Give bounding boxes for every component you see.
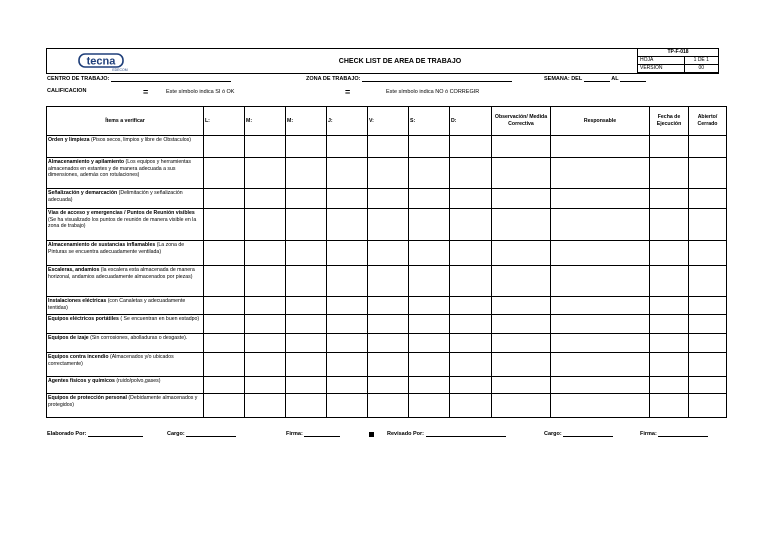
check-cell[interactable]	[245, 241, 286, 266]
check-cell[interactable]	[368, 297, 409, 315]
check-cell[interactable]	[551, 266, 650, 297]
row-item	[47, 334, 204, 353]
table-row	[47, 394, 727, 418]
version-value: 00	[684, 65, 718, 73]
check-cell[interactable]	[689, 394, 727, 418]
logo-tagline: EDECOM	[112, 68, 128, 72]
cargo1-label: Cargo:	[167, 431, 185, 437]
check-cell[interactable]	[368, 189, 409, 209]
check-cell[interactable]	[286, 315, 327, 334]
check-cell[interactable]	[650, 315, 689, 334]
row-item-title: Equipos de izaje	[48, 335, 89, 341]
check-cell[interactable]	[286, 394, 327, 418]
check-cell[interactable]	[450, 315, 492, 334]
check-cell[interactable]	[409, 297, 450, 315]
check-cell[interactable]	[204, 315, 245, 334]
firma1-label: Firma:	[286, 431, 303, 437]
table-row	[47, 266, 727, 297]
row-item-desc: (La zona de Pinturas se encuentra adecuadamente ventilada)	[48, 242, 185, 255]
semana-to-field[interactable]	[620, 81, 646, 82]
row-item-title: Agentes físicos y químicos	[48, 378, 115, 384]
check-cell[interactable]	[245, 136, 286, 158]
revisado-field[interactable]	[426, 436, 506, 437]
row-item	[47, 377, 204, 394]
row-item-desc: (la escalera esta almacenada de manera horizonal, andamios adecuadamente almacenados por piezas)	[48, 267, 195, 280]
col-day-m2: M:	[286, 107, 327, 136]
check-cell[interactable]	[204, 394, 245, 418]
row-item-title: Equipos eléctricos portátiles	[48, 316, 119, 322]
check-cell[interactable]	[409, 241, 450, 266]
semana-label: SEMANA: DEL	[544, 76, 583, 82]
version-label: VERSION	[638, 65, 685, 73]
revisado-label: Revisado Por:	[387, 431, 424, 437]
row-item-title: Almacenamiento y apilamiento	[48, 159, 125, 165]
check-cell[interactable]	[204, 241, 245, 266]
check-cell[interactable]	[492, 315, 551, 334]
check-cell[interactable]	[245, 209, 286, 241]
check-cell[interactable]	[286, 209, 327, 241]
check-cell[interactable]	[327, 297, 368, 315]
check-cell[interactable]	[689, 377, 727, 394]
cargo1-row	[167, 431, 236, 437]
check-cell[interactable]	[204, 297, 245, 315]
row-item-title: Señalización y demarcación	[48, 190, 118, 196]
centro-field[interactable]	[111, 81, 231, 82]
check-cell[interactable]	[286, 377, 327, 394]
row-item	[47, 158, 204, 189]
check-cell[interactable]	[551, 209, 650, 241]
check-cell[interactable]	[368, 241, 409, 266]
check-cell[interactable]	[286, 353, 327, 377]
revisado-row	[387, 431, 506, 437]
check-cell[interactable]	[368, 315, 409, 334]
check-cell[interactable]	[245, 334, 286, 353]
check-cell[interactable]	[327, 189, 368, 209]
col-observacion: Observación/ Medida Correctiva	[492, 107, 551, 136]
no-text: Este símbolo indica NO ó CORREGIR	[386, 89, 480, 95]
check-cell[interactable]	[450, 353, 492, 377]
col-day-m1: M:	[245, 107, 286, 136]
table-row	[47, 334, 727, 353]
row-item-title: Almacenamiento de sustancias inflamables	[48, 242, 156, 248]
centro-row	[47, 76, 231, 82]
check-cell[interactable]	[650, 353, 689, 377]
row-item-title: Escaleras, andamios	[48, 267, 100, 273]
document-code-table	[637, 48, 719, 73]
check-cell[interactable]	[689, 158, 727, 189]
check-cell[interactable]	[689, 315, 727, 334]
row-item	[47, 353, 204, 377]
check-cell[interactable]	[204, 189, 245, 209]
check-cell[interactable]	[245, 315, 286, 334]
col-day-s: S:	[409, 107, 450, 136]
firma1-row	[286, 431, 340, 437]
ok-symbol: =	[143, 87, 149, 97]
check-cell[interactable]	[492, 158, 551, 189]
check-cell[interactable]	[492, 266, 551, 297]
cargo2-row	[544, 431, 613, 437]
table-row	[47, 315, 727, 334]
row-item-title: Equipos contra incendio	[48, 354, 109, 360]
check-cell[interactable]	[689, 189, 727, 209]
row-item	[47, 297, 204, 315]
check-cell[interactable]	[450, 158, 492, 189]
row-item-desc: (Delimitación y señalización adecuada)	[48, 190, 183, 203]
check-cell[interactable]	[650, 158, 689, 189]
check-cell[interactable]	[650, 377, 689, 394]
table-row	[47, 241, 727, 266]
check-cell[interactable]	[551, 189, 650, 209]
check-cell[interactable]	[286, 158, 327, 189]
row-item-title: Equipos de protección personal	[48, 395, 127, 401]
check-cell[interactable]	[450, 377, 492, 394]
col-day-v: V:	[368, 107, 409, 136]
check-cell[interactable]	[409, 394, 450, 418]
check-cell[interactable]	[204, 136, 245, 158]
table-header-row	[47, 107, 727, 136]
square-bullet-icon	[369, 432, 374, 437]
check-cell[interactable]	[204, 334, 245, 353]
zona-field[interactable]	[362, 81, 512, 82]
check-cell[interactable]	[689, 241, 727, 266]
row-item-desc: ( Se encuentran en buen estadpo)	[118, 316, 200, 322]
check-cell[interactable]	[492, 189, 551, 209]
check-cell[interactable]	[689, 209, 727, 241]
table-row	[47, 353, 727, 377]
row-item-desc: (Sin corrosiones, abolladuras o desgaste).	[88, 335, 188, 341]
row-item-desc: (con Canaletas y adecuadamente tentidas)	[48, 298, 186, 311]
cargo2-label: Cargo:	[544, 431, 562, 437]
check-cell[interactable]	[492, 394, 551, 418]
check-cell[interactable]	[245, 266, 286, 297]
row-item	[47, 189, 204, 209]
check-cell[interactable]	[409, 334, 450, 353]
row-item-desc: (ruido/polvo,gases)	[114, 378, 161, 384]
check-cell[interactable]	[551, 158, 650, 189]
check-cell[interactable]	[286, 297, 327, 315]
centro-label: CENTRO DE TRABAJO:	[47, 76, 110, 82]
check-cell[interactable]	[409, 158, 450, 189]
check-cell[interactable]	[204, 266, 245, 297]
cargo2-field[interactable]	[563, 436, 613, 437]
check-cell[interactable]	[245, 394, 286, 418]
check-cell[interactable]	[245, 189, 286, 209]
check-cell[interactable]	[327, 136, 368, 158]
firma2-field[interactable]	[658, 436, 708, 437]
check-cell[interactable]	[327, 353, 368, 377]
check-cell[interactable]	[368, 377, 409, 394]
hoja-label: HOJA	[638, 57, 685, 65]
check-cell[interactable]	[492, 377, 551, 394]
row-item-desc: (Debidamente almacenados y protegidos)	[48, 395, 198, 408]
col-items: Ítems a verificar	[47, 107, 204, 136]
row-item-title: Vías de acceso y emergencias / Puntos de Reunión visibles	[48, 210, 195, 216]
check-cell[interactable]	[689, 136, 727, 158]
check-cell[interactable]	[245, 297, 286, 315]
check-cell[interactable]	[368, 136, 409, 158]
check-cell[interactable]	[327, 334, 368, 353]
table-row	[47, 297, 727, 315]
check-cell[interactable]	[650, 266, 689, 297]
table-row	[47, 136, 727, 158]
check-cell[interactable]	[650, 394, 689, 418]
check-cell[interactable]	[689, 297, 727, 315]
row-item-desc: (Almacenados y/o ubicados correctamente)	[48, 354, 174, 367]
check-cell[interactable]	[368, 266, 409, 297]
check-cell[interactable]	[368, 158, 409, 189]
hoja-value: 1 DE 1	[684, 57, 718, 65]
check-cell[interactable]	[409, 353, 450, 377]
firma2-row	[640, 431, 708, 437]
check-cell[interactable]	[650, 297, 689, 315]
row-item	[47, 209, 204, 241]
check-cell[interactable]	[650, 334, 689, 353]
check-cell[interactable]	[409, 315, 450, 334]
check-cell[interactable]	[327, 266, 368, 297]
check-cell[interactable]	[286, 266, 327, 297]
check-cell[interactable]	[689, 334, 727, 353]
elaborado-label: Elaborado Por:	[47, 431, 87, 437]
check-cell[interactable]	[450, 394, 492, 418]
check-cell[interactable]	[492, 297, 551, 315]
row-item	[47, 394, 204, 418]
table-row	[47, 158, 727, 189]
check-cell[interactable]	[409, 136, 450, 158]
row-item	[47, 315, 204, 334]
firma2-label: Firma:	[640, 431, 657, 437]
table-row	[47, 377, 727, 394]
check-cell[interactable]	[551, 315, 650, 334]
check-cell[interactable]	[409, 189, 450, 209]
check-cell[interactable]	[327, 394, 368, 418]
col-day-j: J:	[327, 107, 368, 136]
check-cell[interactable]	[492, 334, 551, 353]
check-cell[interactable]	[368, 394, 409, 418]
check-cell[interactable]	[650, 209, 689, 241]
al-label: AL	[611, 76, 619, 82]
check-cell[interactable]	[409, 209, 450, 241]
check-cell[interactable]	[368, 334, 409, 353]
check-cell[interactable]	[551, 394, 650, 418]
row-item-desc: (Se ha visualizado los puntos de reunión de manera visible en la zona de trabajo)	[48, 216, 197, 230]
row-item-desc: (Pisos secos, limpios y libre de Obstaculos)	[89, 137, 191, 143]
page-title: CHECK LIST DE AREA DE TRABAJO	[338, 58, 462, 65]
check-cell[interactable]	[286, 136, 327, 158]
check-cell[interactable]	[286, 189, 327, 209]
firma1-field[interactable]	[304, 436, 340, 437]
check-cell[interactable]	[551, 353, 650, 377]
check-cell[interactable]	[450, 297, 492, 315]
check-cell[interactable]	[450, 136, 492, 158]
check-cell[interactable]	[650, 136, 689, 158]
no-symbol: =	[345, 87, 351, 97]
check-cell[interactable]	[409, 377, 450, 394]
check-cell[interactable]	[450, 266, 492, 297]
doc-code: TP-F-018	[638, 49, 719, 57]
check-cell[interactable]	[689, 353, 727, 377]
row-item-desc: (Los equipos y herramientas almacenados en estantes y de manera adecuada a sus dimensiones, además con rotulaciones)	[48, 159, 192, 179]
check-cell[interactable]	[204, 377, 245, 394]
row-item	[47, 241, 204, 266]
check-cell[interactable]	[551, 136, 650, 158]
col-day-l: L:	[204, 107, 245, 136]
check-cell[interactable]	[327, 209, 368, 241]
check-cell[interactable]	[327, 377, 368, 394]
check-cell[interactable]	[450, 189, 492, 209]
check-cell[interactable]	[551, 297, 650, 315]
check-cell[interactable]	[204, 353, 245, 377]
zona-label: ZONA DE TRABAJO:	[306, 76, 361, 82]
row-item-title: Orden y limpieza	[48, 137, 90, 143]
check-cell[interactable]	[450, 209, 492, 241]
col-day-d: D:	[450, 107, 492, 136]
check-cell[interactable]	[368, 353, 409, 377]
col-responsable: Responsable	[551, 107, 650, 136]
check-cell[interactable]	[551, 377, 650, 394]
check-cell[interactable]	[245, 353, 286, 377]
check-cell[interactable]	[409, 266, 450, 297]
check-cell[interactable]	[327, 241, 368, 266]
ok-text: Este símbolo indica SI ó OK	[166, 89, 235, 95]
check-cell[interactable]	[204, 209, 245, 241]
check-cell[interactable]	[551, 334, 650, 353]
row-item	[47, 266, 204, 297]
check-cell[interactable]	[492, 209, 551, 241]
check-cell[interactable]	[650, 189, 689, 209]
col-fecha: Fecha de Ejecución	[650, 107, 689, 136]
check-cell[interactable]	[327, 158, 368, 189]
check-cell[interactable]	[689, 266, 727, 297]
check-cell[interactable]	[492, 136, 551, 158]
elaborado-row	[47, 431, 143, 437]
semana-row	[544, 76, 646, 82]
logo-brand: tecna	[86, 55, 116, 68]
check-cell[interactable]	[368, 209, 409, 241]
check-cell[interactable]	[450, 241, 492, 266]
check-cell[interactable]	[204, 158, 245, 189]
col-abierto: Abierto/ Cerrado	[689, 107, 727, 136]
check-cell[interactable]	[650, 241, 689, 266]
company-logo	[76, 52, 134, 72]
check-cell[interactable]	[492, 353, 551, 377]
table-row	[47, 189, 727, 209]
semana-from-field[interactable]	[584, 81, 610, 82]
calificacion-label: CALIFICACION	[47, 88, 87, 94]
row-item	[47, 136, 204, 158]
elaborado-field[interactable]	[88, 436, 143, 437]
check-cell[interactable]	[492, 241, 551, 266]
zona-row	[306, 76, 512, 82]
check-cell[interactable]	[286, 334, 327, 353]
check-cell[interactable]	[245, 158, 286, 189]
check-cell[interactable]	[327, 315, 368, 334]
table-row	[47, 209, 727, 241]
row-item-title: Instalaciones eléctricas	[48, 298, 107, 304]
check-cell[interactable]	[286, 241, 327, 266]
check-cell[interactable]	[245, 377, 286, 394]
check-cell[interactable]	[450, 334, 492, 353]
check-cell[interactable]	[551, 241, 650, 266]
checklist-table	[46, 106, 727, 418]
cargo1-field[interactable]	[186, 436, 236, 437]
